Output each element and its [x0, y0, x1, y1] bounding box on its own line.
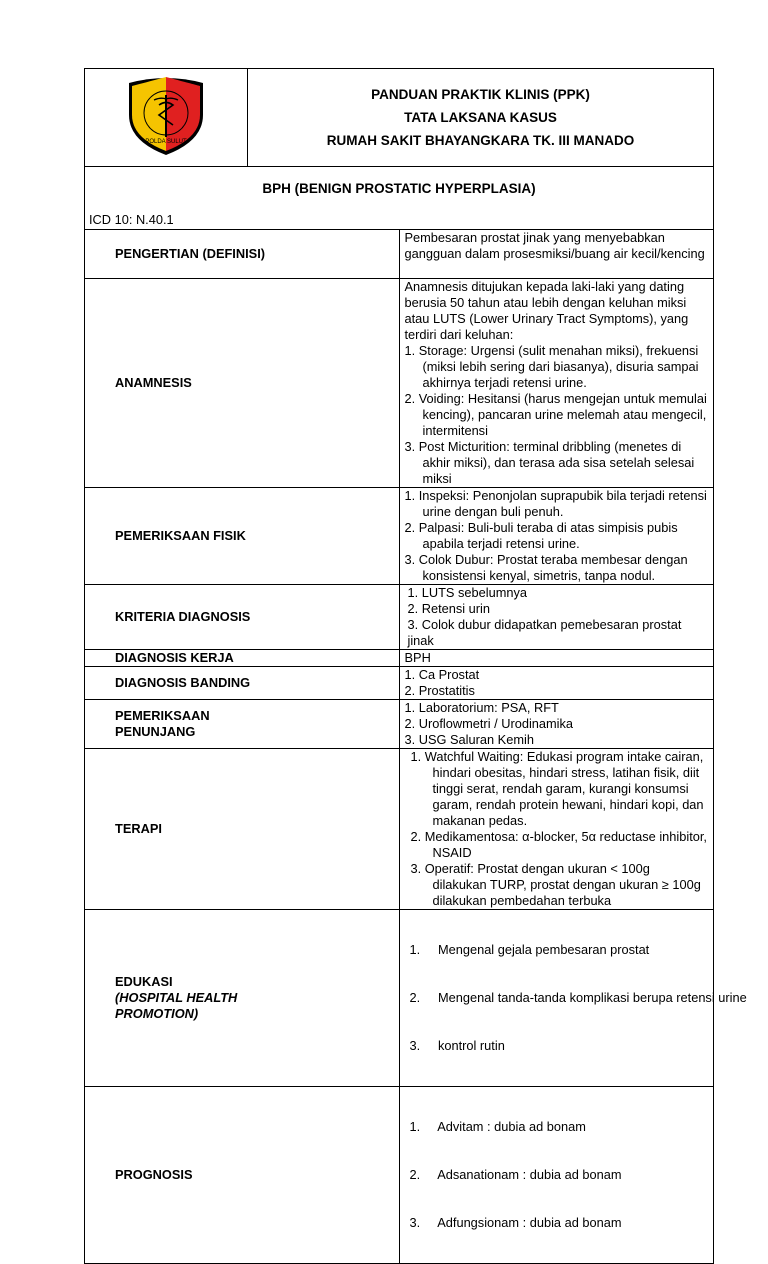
row-prognosis — [85, 1087, 714, 1264]
icd-code: ICD 10: N.40.1 — [89, 212, 174, 227]
value-edukasi — [399, 910, 747, 1087]
label-diagnosis-banding: DIAGNOSIS BANDING — [85, 667, 400, 700]
police-shield-logo — [121, 75, 211, 157]
header-line-2: TATA LAKSANA KASUS — [404, 110, 557, 125]
label-pengertian: PENGERTIAN (DEFINISI) — [85, 230, 400, 279]
list-item: 2. Adsanationam : dubia ad bonam — [409, 1167, 622, 1182]
title-cell — [85, 167, 714, 230]
row-diagnosis-kerja — [85, 650, 714, 667]
logo-text-bottom: POLDA SULUT — [145, 138, 187, 145]
value-diagnosis-banding — [399, 667, 714, 700]
value-pemeriksaan-fisik — [399, 488, 714, 585]
label-edukasi-line-3: PROMOTION) — [115, 1006, 199, 1021]
header-text-cell — [248, 69, 714, 167]
row-terapi — [85, 749, 714, 910]
row-edukasi — [85, 910, 714, 1087]
list-item: 1. Inspeksi: Penonjolan suprapubik bila terjadi retensi urine dengan buli penuh. — [404, 488, 707, 519]
label-edukasi-line-1: EDUKASI — [115, 974, 173, 989]
label-anamnesis: ANAMNESIS — [85, 279, 400, 488]
list-item: 1. Advitam : dubia ad bonam — [409, 1119, 586, 1134]
label-terapi: TERAPI — [85, 749, 400, 910]
value-diagnosis-kerja: BPH — [399, 650, 714, 667]
list-item: 1. Storage: Urgensi (sulit menahan miksi), frekuensi (miksi lebih sering dari biasanya), disuria sampai akhirnya terjadi retensi urine. — [404, 343, 699, 390]
header-row — [85, 69, 714, 167]
label-prognosis: PROGNOSIS — [85, 1087, 400, 1264]
header-line-3: RUMAH SAKIT BHAYANGKARA TK. III MANADO — [326, 133, 635, 148]
list-item: 1. Mengenal gejala pembesaran prostat — [409, 942, 650, 957]
content-table — [84, 166, 747, 1264]
list-item: 3. Colok dubur didapatkan pemebesaran prostat jinak — [407, 617, 682, 648]
label-kriteria-diagnosis: KRITERIA DIAGNOSIS — [85, 585, 400, 650]
list-item: 2. Mengenal tanda-tanda komplikasi berupa retensi urine — [409, 990, 747, 1005]
value-penunjang — [399, 700, 714, 749]
list-item: 2. Prostatitis — [404, 683, 475, 698]
anamnesis-intro: Anamnesis ditujukan kepada laki-laki yang dating berusia 50 tahun atau lebih dengan keluhan miksi atau LUTS (Lower Urinary Tract Symptoms), yang terdiri dari keluhan: — [404, 279, 689, 342]
label-edukasi-line-2: (HOSPITAL HEALTH — [115, 990, 238, 1005]
ppk-document — [84, 68, 747, 1264]
row-anamnesis — [85, 279, 714, 488]
list-item: 1. Laboratorium: PSA, RFT — [404, 700, 559, 715]
value-terapi — [399, 749, 714, 910]
header-line-1: PANDUAN PRAKTIK KLINIS (PPK) — [371, 87, 590, 102]
list-item: 1. Ca Prostat — [404, 667, 480, 682]
list-item: 1. Watchful Waiting: Edukasi program intake cairan, hindari obesitas, hindari stress, latihan fisik, diit tinggi serat, rendah garam, kurangi konsumsi garam, rendah protein hewani, hindari kopi, dan makanan pedas. — [410, 749, 704, 828]
ppk-table — [84, 68, 714, 167]
document-title: BPH (BENIGN PROSTATIC HYPERPLASIA) — [262, 181, 536, 196]
list-item: 3. Adfungsionam : dubia ad bonam — [409, 1215, 622, 1230]
row-kriteria-diagnosis — [85, 585, 714, 650]
logo-cell — [85, 69, 248, 167]
value-pengertian: Pembesaran prostat jinak yang menyebabkan gangguan dalam prosesmiksi/buang air kecil/kencing — [399, 230, 714, 279]
row-diagnosis-banding — [85, 667, 714, 700]
label-penunjang-line-2: PENUNJANG — [115, 724, 196, 739]
list-item: 2. Palpasi: Buli-buli teraba di atas simpisis pubis apabila terjadi retensi urine. — [404, 520, 678, 551]
list-item: 2. Voiding: Hesitansi (harus mengejan untuk memulai kencing), pancaran urine melemah atau mengecil, intermitensi — [404, 391, 707, 438]
list-item: 3. USG Saluran Kemih — [404, 732, 534, 747]
list-item: 2. Medikamentosa: α-blocker, 5α reductase inhibitor, NSAID — [410, 829, 707, 860]
value-prognosis — [399, 1087, 714, 1264]
label-edukasi — [85, 910, 400, 1087]
value-kriteria-diagnosis — [399, 585, 714, 650]
row-pemeriksaan-fisik — [85, 488, 714, 585]
value-anamnesis — [399, 279, 714, 488]
list-item: 1. LUTS sebelumnya — [407, 585, 527, 600]
list-item: 3. Post Micturition: terminal dribbling (menetes di akhir miksi), dan terasa ada sisa setelah selesai miksi — [404, 439, 695, 486]
row-penunjang — [85, 700, 714, 749]
row-pengertian — [85, 230, 714, 279]
label-diagnosis-kerja: DIAGNOSIS KERJA — [85, 650, 400, 667]
list-item: 3. kontrol rutin — [409, 1038, 505, 1053]
list-item: 3. Colok Dubur: Prostat teraba membesar dengan konsistensi kenyal, simetris, tanpa nodul. — [404, 552, 688, 583]
label-penunjang — [85, 700, 400, 749]
list-item: 3. Operatif: Prostat dengan ukuran < 100g dilakukan TURP, prostat dengan ukuran ≥ 100g dilakukan pembedahan terbuka — [410, 861, 701, 908]
label-pemeriksaan-fisik: PEMERIKSAAN FISIK — [85, 488, 400, 585]
label-penunjang-line-1: PEMERIKSAAN — [115, 708, 210, 723]
list-item: 2. Uroflowmetri / Urodinamika — [404, 716, 574, 731]
title-row — [85, 167, 714, 230]
list-item: 2. Retensi urin — [407, 601, 491, 616]
